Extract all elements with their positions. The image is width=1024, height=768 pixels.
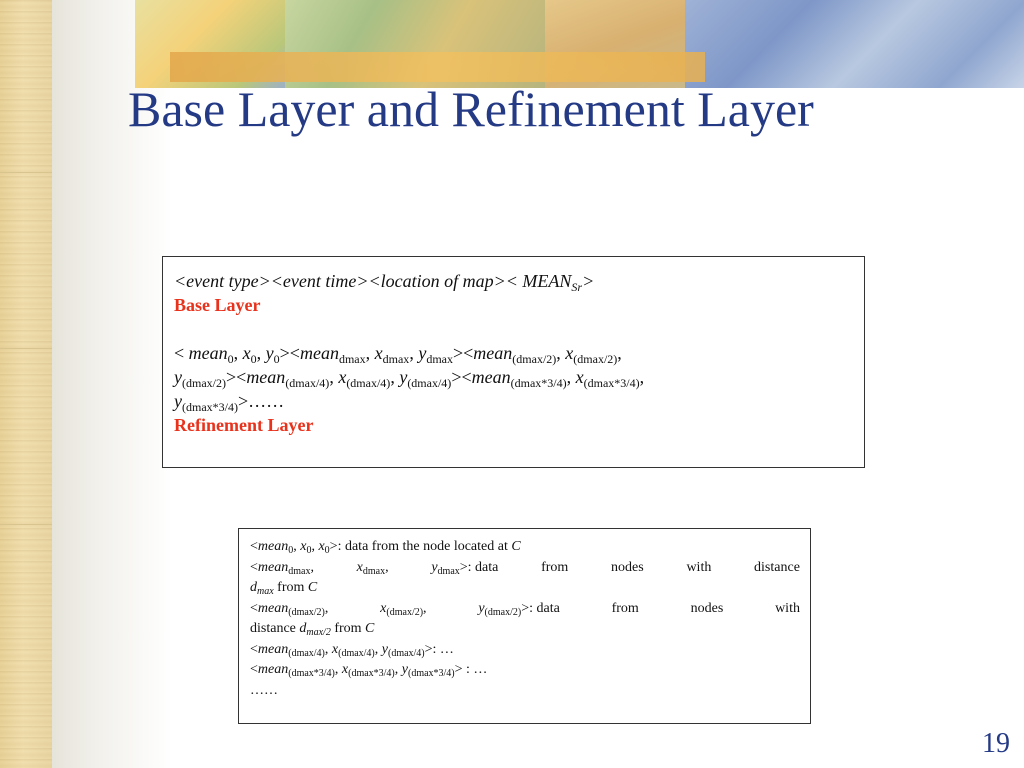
legend-box xyxy=(238,528,811,724)
legend-row: distance $d_{max/2}$ from C xyxy=(250,621,375,638)
refinement-format-line: $y_{(dmax*3/4)}>\dots\dots$ xyxy=(174,391,285,414)
strip-divider xyxy=(0,524,52,525)
refinement-layer-label: Refinement Layer xyxy=(174,415,314,435)
legend-row: <mean$_{(dmax*3/4)}$, $x_{(dmax*3/4)}$, $y_{(dmax*3/4)}>$ : … xyxy=(250,662,488,679)
legend-row: <mean$_0$, $x_0$, $x_0>$: data from the node located at C xyxy=(250,539,521,556)
page-number: 19 xyxy=(982,728,1010,759)
strip-divider xyxy=(0,172,52,173)
legend-row: $d_{max}$ from C xyxy=(250,580,318,597)
left-decorative-strip xyxy=(0,0,52,768)
refinement-format-line: $y_{(dmax/2)}><mean_{(dmax/4)}$, $x_{(dmax/4)}$, $y_{(dmax/4)}><mean_{(dmax*3/4)}$, $x_{(dmax*3/4)}$, xyxy=(174,367,645,390)
legend-row: <mean$_{(dmax/2)}$, $x_{(dmax/2)}$, $y_{(dmax/2)}>$: data from nodes with xyxy=(250,600,800,618)
legend-row: <mean$_{(dmax/4)}$, $x_{(dmax/4)}$, $y_{(dmax/4)}>$: … xyxy=(250,641,454,659)
refinement-format-line: < mean$_0$, $x_0$, $y_0><mean_{dmax}$, $x_{dmax}$, $y_{dmax}><mean_{(dmax/2)}$, $x_{(dmax/2)}$, xyxy=(174,343,622,366)
base-layer-label: Base Layer xyxy=(174,295,261,315)
leaf-art xyxy=(685,0,1024,88)
event-format-line: <event type><event time><location of $map>< MEAN_{Sr}>$ xyxy=(174,271,595,294)
format-box xyxy=(162,256,865,468)
legend-row: …… xyxy=(250,682,278,698)
top-decorative-collage xyxy=(135,0,1024,88)
strip-divider xyxy=(0,348,52,349)
slide-title: Base Layer and Refinement Layer xyxy=(128,81,814,137)
legend-row: <mean$_{dmax}$, $x_{dmax}$, $y_{dmax}>$: data from nodes with distance xyxy=(250,559,800,577)
